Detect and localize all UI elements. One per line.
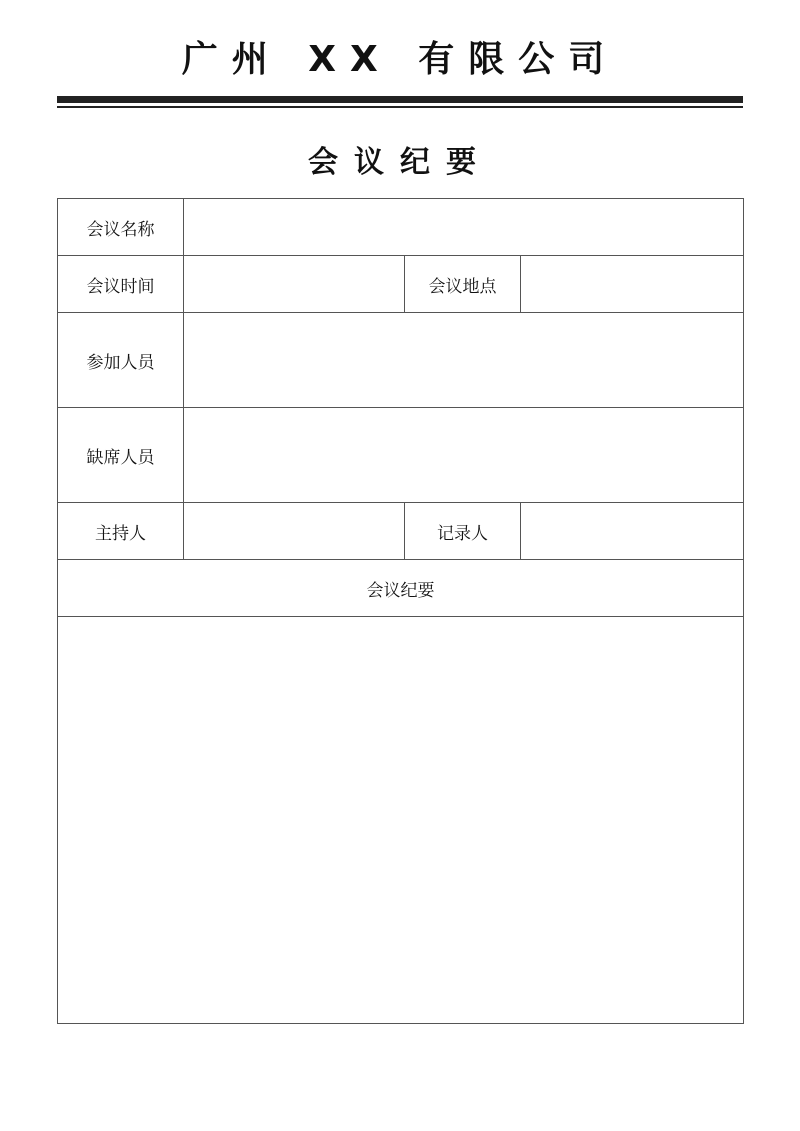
recorder-label: 记录人 <box>405 503 521 560</box>
meeting-time-label: 会议时间 <box>58 256 184 313</box>
host-label: 主持人 <box>58 503 184 560</box>
attendees-label: 参加人员 <box>58 313 184 408</box>
header-divider-thick <box>57 96 743 103</box>
meeting-time-location-row <box>58 256 744 313</box>
attendees-row <box>58 313 744 408</box>
absentees-field[interactable] <box>184 408 744 503</box>
company-name: 广州 XX 有限公司 <box>181 39 619 80</box>
meeting-location-field[interactable] <box>521 256 744 313</box>
meeting-name-field[interactable] <box>184 199 744 256</box>
minutes-content-field[interactable] <box>58 617 744 1024</box>
host-field[interactable] <box>184 503 405 560</box>
meeting-time-field[interactable] <box>184 256 405 313</box>
absentees-label: 缺席人员 <box>58 408 184 503</box>
meeting-minutes-form <box>57 198 744 1024</box>
minutes-content-row <box>58 617 744 1024</box>
recorder-field[interactable] <box>521 503 744 560</box>
absentees-row <box>58 408 744 503</box>
meeting-name-label: 会议名称 <box>58 199 184 256</box>
meeting-name-row <box>58 199 744 256</box>
meeting-location-label: 会议地点 <box>405 256 521 313</box>
minutes-section-label: 会议纪要 <box>58 560 744 617</box>
header-divider-thin <box>57 106 743 108</box>
minutes-header-row <box>58 560 744 617</box>
document-title: 会议纪要 <box>308 145 492 180</box>
attendees-field[interactable] <box>184 313 744 408</box>
host-recorder-row <box>58 503 744 560</box>
